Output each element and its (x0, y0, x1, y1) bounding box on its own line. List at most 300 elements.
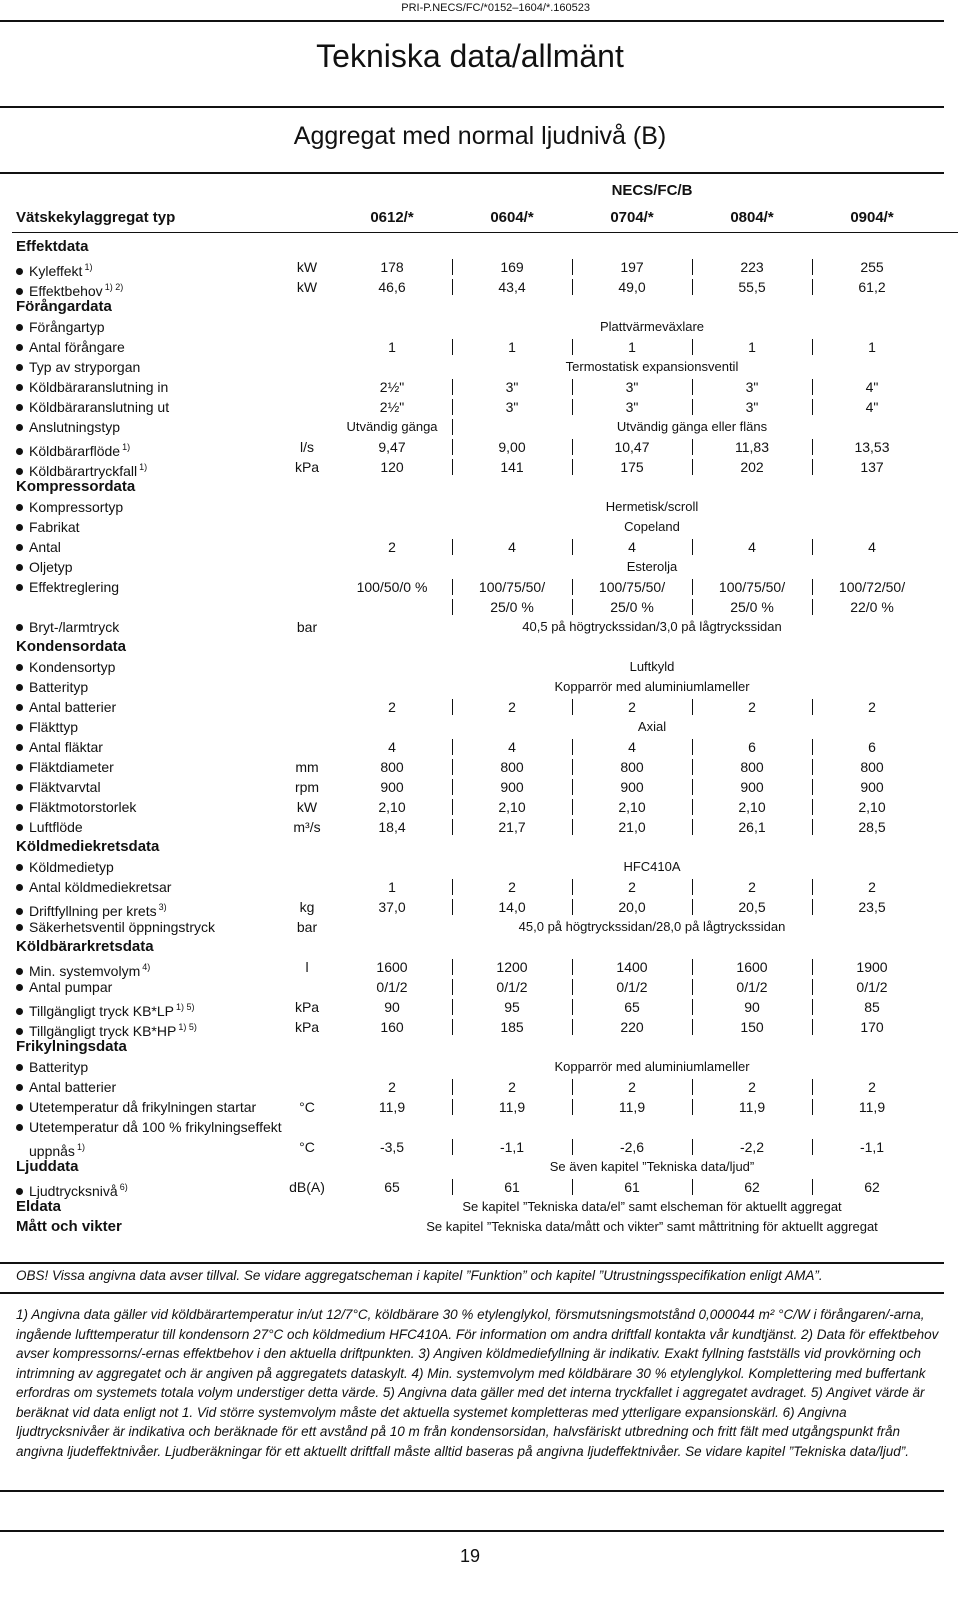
column-separator (572, 699, 573, 715)
cell-value: 62 (864, 1179, 880, 1195)
cell-value: 1 (388, 339, 396, 355)
bullet-icon (16, 724, 23, 731)
header-divider (12, 232, 958, 233)
section-row (12, 237, 958, 257)
cell-value: 25/0 % (730, 599, 774, 615)
row-label: Anslutningstyp (16, 417, 120, 437)
cell-value: 175 (620, 459, 644, 475)
row-label: Fläktdiameter (16, 757, 114, 777)
bullet-icon (16, 1188, 23, 1195)
cell-value: 0/1/2 (376, 979, 408, 995)
bullet-icon (16, 504, 23, 511)
cell-value: 800 (740, 759, 764, 775)
column-separator (692, 399, 693, 415)
cell-value: 1 (388, 879, 396, 895)
row-span-value: Plattvärmeväxlare (599, 319, 705, 334)
section-row (12, 477, 958, 497)
column-separator (572, 399, 573, 415)
unit-label: kW (296, 259, 318, 275)
row-label: Tillgängligt tryck KB*LP $^{1) 5)}$ (16, 997, 195, 1021)
section-row (12, 1217, 958, 1237)
row-label: Ljudtrycksnivå $^{6)}$ (16, 1177, 128, 1201)
row-label: Köldbärarflöde $^{1)}$ (16, 437, 130, 461)
bullet-icon (16, 1064, 23, 1071)
model-header: 0612/* (370, 209, 414, 226)
table-row (12, 997, 958, 1017)
bullet-icon (16, 404, 23, 411)
column-separator (692, 779, 693, 795)
column-separator (452, 1179, 453, 1195)
table-row (12, 657, 958, 677)
cell-value: -2,6 (619, 1139, 645, 1155)
footnote-ref: 1) (84, 262, 93, 272)
row-label: Fläktmotorstorlek (16, 797, 136, 817)
column-separator (812, 539, 813, 555)
bullet-icon (16, 584, 23, 591)
cell-value: 2 (868, 1079, 876, 1095)
section-row (12, 1157, 958, 1177)
row-label: Kyleffekt $^{1)}$ (16, 257, 92, 281)
column-separator (812, 759, 813, 775)
table-row (12, 897, 958, 917)
group-header-row (12, 178, 958, 204)
section-row (12, 637, 958, 657)
table-row (12, 917, 958, 937)
bullet-icon (16, 744, 23, 751)
column-separator (692, 959, 693, 975)
table-row (12, 1117, 958, 1137)
column-separator (572, 379, 573, 395)
unit-label: l/s (300, 439, 314, 455)
table-row (12, 537, 958, 557)
cell-value: 55,5 (738, 279, 766, 295)
cell-value: 9,47 (378, 439, 406, 455)
cell-value: 4" (865, 379, 879, 395)
column-separator (452, 979, 453, 995)
column-separator (572, 799, 573, 815)
table-row (12, 1077, 958, 1097)
cell-value: 3" (505, 379, 519, 395)
column-separator (452, 699, 453, 715)
column-separator (812, 459, 813, 475)
model-header-row (12, 204, 958, 232)
footnote-ref: 1) (139, 462, 148, 472)
cell-value: 2 (508, 879, 516, 895)
cell-value: 23,5 (858, 899, 886, 915)
top-rule (0, 20, 944, 22)
cell-value: 2 (868, 879, 876, 895)
unit-label: °C (299, 1099, 315, 1115)
cell-value: 62 (744, 1179, 760, 1195)
column-separator (812, 1179, 813, 1195)
bullet-icon (16, 1124, 23, 1131)
cell-value: 22/0 % (850, 599, 894, 615)
unit-label: mm (295, 759, 319, 775)
row-span-value: Copeland (624, 519, 680, 534)
cell-value: 100/72/50/ (838, 579, 906, 595)
row-label: Tillgängligt tryck KB*HP $^{1) 5)}$ (16, 1017, 197, 1041)
page-number: 19 (459, 1546, 481, 1566)
cell-value: 800 (380, 759, 404, 775)
cell-value: 100/50/0 % (356, 579, 428, 595)
cell-value: 2 (388, 539, 396, 555)
cell-value: -3,5 (379, 1139, 405, 1155)
cell-value: 10,47 (614, 439, 650, 455)
column-separator (572, 779, 573, 795)
table-body (12, 237, 958, 1237)
table-row (12, 677, 958, 697)
table-row (12, 857, 958, 877)
table-row (12, 1097, 958, 1117)
footnote-ref: 3) (158, 902, 167, 912)
bullet-icon (16, 764, 23, 771)
column-separator (452, 1019, 453, 1035)
column-separator (452, 419, 453, 435)
cell-value: 3" (505, 399, 519, 415)
column-separator (812, 279, 813, 295)
table-row (12, 277, 958, 297)
table-row (12, 797, 958, 817)
column-separator (812, 379, 813, 395)
column-separator (572, 339, 573, 355)
bullet-icon (16, 424, 23, 431)
column-separator (452, 1139, 453, 1155)
unit-label: kPa (294, 999, 320, 1015)
table-row (12, 437, 958, 457)
cell-value: 11,9 (738, 1099, 766, 1115)
cell-value: 13,53 (854, 439, 890, 455)
row-span-value: Se även kapitel ”Tekniska data/ljud” (549, 1159, 755, 1174)
bullet-icon (16, 784, 23, 791)
cell-span-value: Utvändig gänga eller fläns (616, 419, 768, 434)
spec-table (12, 178, 958, 1237)
column-separator (812, 779, 813, 795)
cell-value: 90 (744, 999, 760, 1015)
type-label: Vätskekylaggregat typ (16, 209, 176, 226)
column-separator (692, 1099, 693, 1115)
column-separator (452, 879, 453, 895)
column-separator (452, 579, 453, 595)
section-title: Kompressordata (16, 478, 136, 495)
table-row (12, 697, 958, 717)
row-span-value: Esterolja (626, 559, 678, 574)
column-separator (692, 279, 693, 295)
row-label: Förångartyp (16, 317, 104, 337)
cell-value: 2 (628, 879, 636, 895)
section-title: Köldbärarkretsdata (16, 938, 154, 955)
column-separator (452, 259, 453, 275)
cell-value: 900 (620, 779, 644, 795)
row-label: Fläkttyp (16, 717, 78, 737)
footnote-ref: 1) 5) (178, 1022, 197, 1032)
row-span-value: Kopparrör med aluminiumlameller (554, 1059, 750, 1074)
cell-value: 25/0 % (490, 599, 534, 615)
row-label: Utetemperatur då 100 % frikylningseffekt (16, 1117, 282, 1137)
column-separator (572, 1139, 573, 1155)
section-title: Köldmediekretsdata (16, 838, 160, 855)
cell-value: 2,10 (498, 799, 526, 815)
column-separator (452, 399, 453, 415)
column-separator (692, 379, 693, 395)
cell-value: 800 (860, 759, 884, 775)
cell-value: 4" (865, 399, 879, 415)
bullet-icon (16, 524, 23, 531)
cell-value: 100/75/50/ (718, 579, 786, 595)
column-separator (812, 959, 813, 975)
cell-value: 4 (388, 739, 396, 755)
cell-value: 2 (628, 699, 636, 715)
table-row (12, 737, 958, 757)
unit-label: bar (296, 619, 318, 635)
cell-value: 2 (628, 1079, 636, 1095)
column-separator (452, 459, 453, 475)
column-separator (572, 539, 573, 555)
column-separator (692, 1019, 693, 1035)
unit-label: bar (296, 919, 318, 935)
section-title: Ljuddata (16, 1158, 79, 1175)
column-separator (812, 599, 813, 615)
cell-value: 65 (624, 999, 640, 1015)
footnote-ref: 1) (76, 1142, 85, 1152)
column-separator (572, 459, 573, 475)
unit-label: l (305, 959, 309, 975)
table-row (12, 1017, 958, 1037)
cell-value: 4 (628, 739, 636, 755)
unit-label: kg (299, 899, 315, 915)
row-span-value: Hermetisk/scroll (605, 499, 699, 514)
table-row (12, 377, 958, 397)
row-label: Antal batterier (16, 697, 116, 717)
row-label: Antal batterier (16, 1077, 116, 1097)
cell-value: 0/1/2 (736, 979, 768, 995)
cell-value: 900 (500, 779, 524, 795)
column-separator (812, 1139, 813, 1155)
unit-label: kW (296, 279, 318, 295)
cell-value: 6 (748, 739, 756, 755)
cell-value: 1 (508, 339, 516, 355)
bullet-icon (16, 664, 23, 671)
cell-value: -1,1 (859, 1139, 885, 1155)
cell-value: 61,2 (858, 279, 886, 295)
column-separator (812, 439, 813, 455)
unit-label: kPa (294, 1019, 320, 1035)
column-separator (812, 699, 813, 715)
cell-value: 37,0 (378, 899, 406, 915)
cell-value: 3" (745, 399, 759, 415)
column-separator (452, 1079, 453, 1095)
cell-value: 141 (500, 459, 524, 475)
cell-value: 2½" (379, 379, 405, 395)
cell-value: 11,9 (378, 1099, 406, 1115)
table-row (12, 817, 958, 837)
obs-rule (0, 1262, 944, 1264)
row-label: Batterityp (16, 677, 88, 697)
cell-value: 4 (868, 539, 876, 555)
column-separator (812, 1079, 813, 1095)
cell-value: 1600 (376, 959, 408, 975)
cell-value: 49,0 (618, 279, 646, 295)
column-separator (812, 339, 813, 355)
cell-value: 46,6 (378, 279, 406, 295)
table-row (12, 957, 958, 977)
column-separator (692, 739, 693, 755)
row-label: Antal (16, 537, 61, 557)
section-title: Förångardata (16, 298, 112, 315)
bullet-icon (16, 448, 23, 455)
cell-value: 2 (868, 699, 876, 715)
table-row (12, 457, 958, 477)
column-separator (812, 1019, 813, 1035)
cell-value: 43,4 (498, 279, 526, 295)
cell-value: 18,4 (378, 819, 406, 835)
cell-value: 61 (504, 1179, 520, 1195)
cell-value: 197 (620, 259, 644, 275)
cell-value: 2 (748, 879, 756, 895)
column-separator (692, 1079, 693, 1095)
column-separator (812, 259, 813, 275)
cell-value: 220 (620, 1019, 644, 1035)
cell-value: Utvändig gänga (346, 419, 438, 434)
row-span-value: Axial (637, 719, 667, 734)
table-row (12, 257, 958, 277)
column-separator (572, 1019, 573, 1035)
footnote-ref: 1) (122, 442, 131, 452)
cell-value: 26,1 (738, 819, 766, 835)
column-separator (572, 999, 573, 1015)
column-separator (572, 259, 573, 275)
footnote-ref: 4) (142, 962, 151, 972)
cell-value: 3" (625, 399, 639, 415)
column-separator (692, 799, 693, 815)
row-label: Driftfyllning per krets $^{3)}$ (16, 897, 167, 921)
row-span-value: Se kapitel ”Tekniska data/mått och vikter” samt måttritning för aktuellt aggregat (426, 1219, 878, 1234)
bullet-icon (16, 968, 23, 975)
cell-value: 65 (384, 1179, 400, 1195)
column-separator (452, 439, 453, 455)
cell-value: 185 (500, 1019, 524, 1035)
row-label: Antal pumpar (16, 977, 112, 997)
row-label: Fabrikat (16, 517, 80, 537)
row-label: Köldmedietyp (16, 857, 114, 877)
cell-value: 202 (740, 459, 764, 475)
cell-value: 170 (860, 1019, 884, 1035)
row-label: Antal köldmediekretsar (16, 877, 171, 897)
cell-value: 61 (624, 1179, 640, 1195)
bullet-icon (16, 908, 23, 915)
table-row (12, 717, 958, 737)
row-label: Oljetyp (16, 557, 73, 577)
section-title: Mått och vikter (16, 1218, 122, 1235)
cell-value: 9,00 (498, 439, 526, 455)
column-separator (452, 759, 453, 775)
column-separator (572, 279, 573, 295)
footnotes: 1) Angivna data gäller vid köldbärartemperatur in/ut 12/7°C, köldbärare 30 % etylenglykol, försmutsningsmotstånd 0,000044 m² °C/W i förångaren/-arna, ingående lufttemperatur till kondensorn 27°C och köldmedium HFC410A. För information om andra driftfall kontakta vår kundtjänst. 2) Data för effektbehov avser kompressorns/-ernas effektbehov i den aktuella driftpunkten. 3) Angiven köldmediefyllning är indikativ. Exakt fyllning fastställs vid provkörning och intrimning av aggregatet och är angiven på aggregatets dataskylt. 4) Min. systemvolym med köldbärare 30 % etylenglykol. Komplettering med buffertank erfordras om systemets totala volym understiger detta värde. 5) Angivna data gäller med det interna tryckfallet i aggregatet avdraget. 5) Angivet värde är beräknat vid data enligt not 1. Vid större systemvolym måste det aktuella systemet kompletteras med ytterligare expansionskärl. 6) Angivna ljudtrycksnivåer är indikativa och beräknade för ett avstånd på 10 m från kondensorsidan, halvsfäriskt utbredning och fritt fält med utgångspunkt från angivna ljudeffektnivåer. Ljudberäkningar för ett aktuellt driftfall måste alltid baseras på angivna ljudeffektnivåer. Se vidare kapitel ”Tekniska data/ljud”. (16, 1307, 939, 1459)
cell-value: 2½" (379, 399, 405, 415)
model-header: 0904/* (850, 209, 894, 226)
cell-value: 25/0 % (610, 599, 654, 615)
cell-value: 2 (748, 699, 756, 715)
cell-value: 0/1/2 (856, 979, 888, 995)
footnote-rule (0, 1292, 944, 1294)
row-label: Kondensortyp (16, 657, 115, 677)
row-label: Köldbärartryckfall $^{1)}$ (16, 457, 147, 481)
column-separator (452, 1099, 453, 1115)
obs-note: OBS! Vissa angivna data avser tillval. Se vidare aggregatscheman i kapitel ”Funktion” och kapitel ”Utrustningsspecifikation enligt AMA”. (16, 1268, 823, 1283)
column-separator (572, 739, 573, 755)
footnote-end-rule (0, 1490, 944, 1492)
row-label: Kompressortyp (16, 497, 123, 517)
row-span-value: 40,5 på högtryckssidan/3,0 på lågtryckssidan (522, 619, 782, 634)
cell-value: 160 (380, 1019, 404, 1035)
table-row (12, 757, 958, 777)
row-label: Bryt-/larmtryck (16, 617, 119, 637)
cell-value: 137 (860, 459, 884, 475)
cell-value: 2,10 (378, 799, 406, 815)
bullet-icon (16, 1008, 23, 1015)
cell-value: 6 (868, 739, 876, 755)
bottom-rule (0, 1530, 944, 1532)
column-separator (692, 439, 693, 455)
bullet-icon (16, 884, 23, 891)
column-separator (812, 979, 813, 995)
column-separator (452, 799, 453, 815)
table-row (12, 1177, 958, 1197)
cell-value: 900 (740, 779, 764, 795)
column-separator (452, 959, 453, 975)
bullet-icon (16, 268, 23, 275)
column-separator (452, 339, 453, 355)
bullet-icon (16, 924, 23, 931)
cell-value: 4 (748, 539, 756, 555)
cell-value: 14,0 (498, 899, 526, 915)
row-label: Säkerhetsventil öppningstryck (16, 917, 215, 937)
cell-value: 100/75/50/ (598, 579, 666, 595)
row-span-value: Termostatisk expansionsventil (565, 359, 739, 374)
bullet-icon (16, 704, 23, 711)
row-label: Köldbäraranslutning in (16, 377, 168, 397)
bullet-icon (16, 384, 23, 391)
section-row (12, 297, 958, 317)
column-separator (812, 879, 813, 895)
column-separator (572, 759, 573, 775)
column-separator (452, 599, 453, 615)
row-span-value: Kopparrör med aluminiumlameller (554, 679, 750, 694)
table-row (12, 597, 958, 617)
table-row (12, 1137, 958, 1157)
column-separator (812, 799, 813, 815)
table-row (12, 317, 958, 337)
bullet-icon (16, 1028, 23, 1035)
column-separator (452, 899, 453, 915)
column-separator (812, 579, 813, 595)
bullet-icon (16, 468, 23, 475)
cell-value: 20,5 (738, 899, 766, 915)
column-separator (692, 999, 693, 1015)
model-header: 0604/* (490, 209, 534, 226)
bullet-icon (16, 824, 23, 831)
section-title: Kondensordata (16, 638, 127, 655)
cell-value: 120 (380, 459, 404, 475)
column-separator (572, 579, 573, 595)
column-separator (692, 339, 693, 355)
column-separator (572, 979, 573, 995)
cell-value: 2 (388, 699, 396, 715)
column-separator (572, 1079, 573, 1095)
cell-value: 90 (384, 999, 400, 1015)
row-label: uppnås $^{1)}$ (29, 1142, 85, 1159)
cell-value: 1900 (856, 959, 888, 975)
column-separator (692, 599, 693, 615)
